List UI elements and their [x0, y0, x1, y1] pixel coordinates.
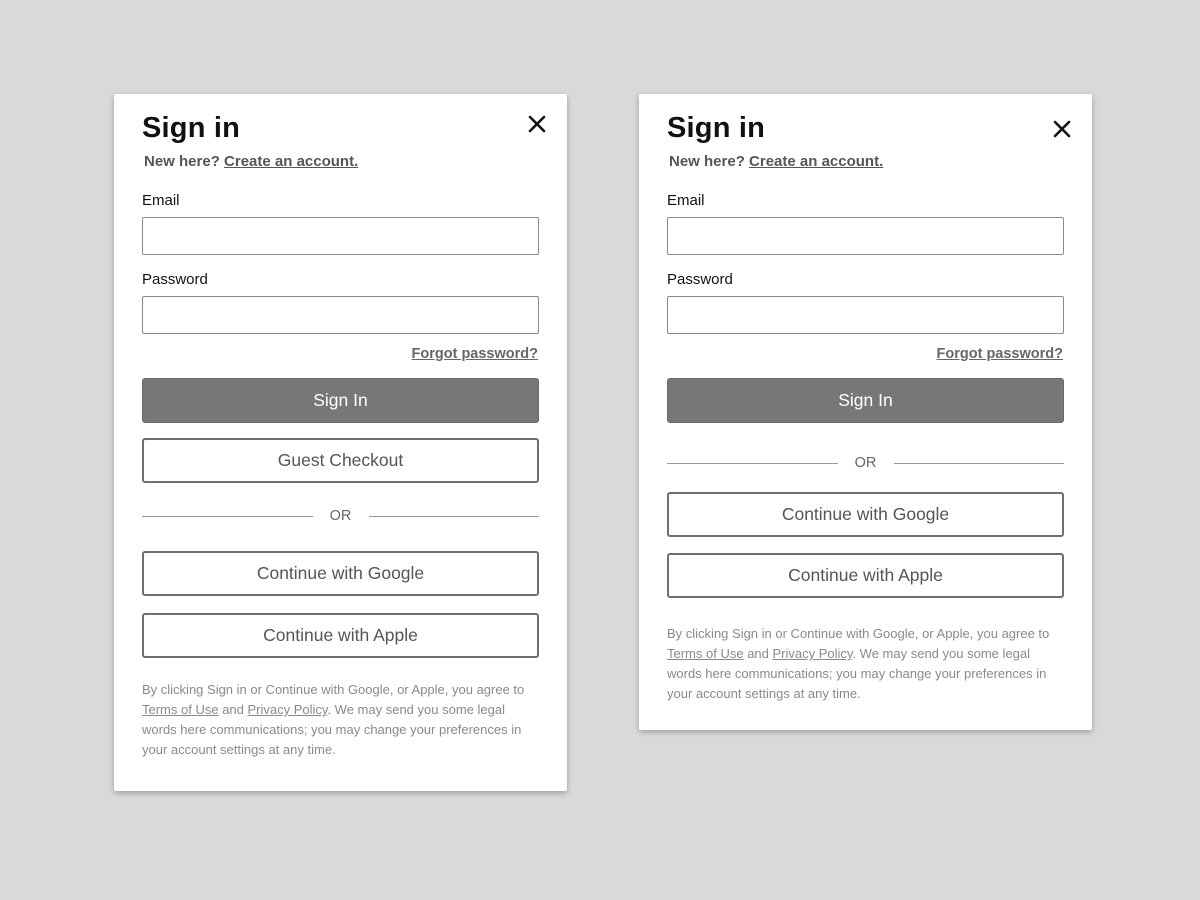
privacy-policy-link[interactable]: Privacy Policy [772, 646, 853, 661]
password-input[interactable] [667, 296, 1064, 334]
continue-with-google-button[interactable]: Continue with Google [142, 551, 539, 596]
terms-of-use-link[interactable]: Terms of Use [142, 702, 219, 717]
terms-of-use-link[interactable]: Terms of Use [667, 646, 744, 661]
sign-in-button[interactable]: Sign In [667, 378, 1064, 423]
new-here-text: New here? [669, 153, 745, 170]
email-input[interactable] [667, 217, 1064, 255]
divider-line-right [894, 463, 1065, 464]
new-here-line [144, 153, 358, 170]
email-input[interactable] [142, 217, 539, 255]
sign-in-modal-with-guest [114, 94, 567, 791]
forgot-password-link[interactable]: Forgot password? [411, 346, 538, 362]
new-here-line [669, 153, 883, 170]
close-icon [1052, 119, 1072, 139]
email-label: Email [142, 192, 180, 209]
continue-with-apple-button[interactable]: Continue with Apple [142, 613, 539, 658]
or-divider [142, 506, 539, 526]
create-account-link[interactable]: Create an account. [224, 153, 359, 170]
or-text: OR [854, 455, 877, 471]
legal-prefix: By clicking Sign in or Continue with Google, or Apple, you agree to [142, 682, 525, 697]
close-button[interactable] [527, 114, 547, 134]
modal-title: Sign in [667, 112, 766, 144]
new-here-text: New here? [144, 153, 220, 170]
email-label: Email [667, 192, 705, 209]
privacy-policy-link[interactable]: Privacy Policy [247, 702, 328, 717]
legal-prefix: By clicking Sign in or Continue with Google, or Apple, you agree to [667, 626, 1050, 641]
close-button[interactable] [1052, 119, 1072, 139]
divider-line-right [369, 516, 540, 517]
or-text: OR [329, 508, 352, 524]
legal-suffix: . We may send you some legal words here communications; you may change your preferences in your account settings at any time. [142, 702, 522, 757]
modal-title: Sign in [142, 112, 241, 144]
or-divider [667, 453, 1064, 473]
forgot-password-link[interactable]: Forgot password? [936, 346, 1063, 362]
divider-line-left [142, 516, 313, 517]
sign-in-modal [639, 94, 1092, 730]
password-label: Password [667, 271, 733, 288]
continue-with-apple-button[interactable]: Continue with Apple [667, 553, 1064, 598]
legal-text [667, 624, 1064, 704]
create-account-link[interactable]: Create an account. [749, 153, 884, 170]
legal-text [142, 680, 539, 760]
continue-with-google-button[interactable]: Continue with Google [667, 492, 1064, 537]
password-label: Password [142, 271, 208, 288]
divider-line-left [667, 463, 838, 464]
password-input[interactable] [142, 296, 539, 334]
guest-checkout-button[interactable]: Guest Checkout [142, 438, 539, 483]
sign-in-button[interactable]: Sign In [142, 378, 539, 423]
legal-suffix: . We may send you some legal words here communications; you may change your preferences in your account settings at any time. [667, 646, 1047, 701]
legal-and: and [743, 646, 773, 661]
close-icon [527, 114, 547, 134]
legal-and: and [218, 702, 248, 717]
